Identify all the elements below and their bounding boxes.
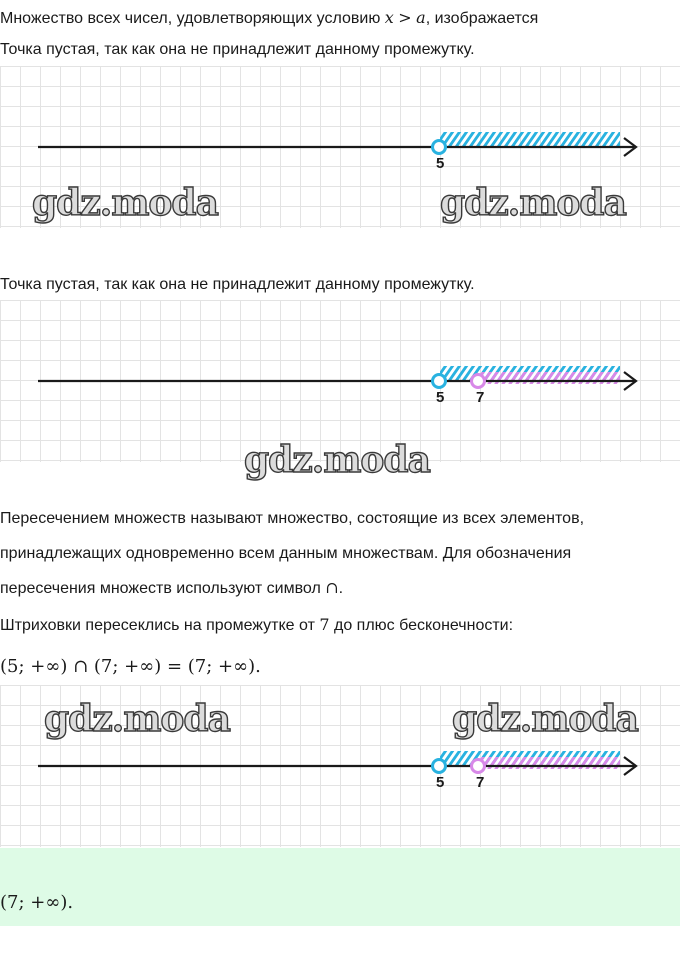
tick-label-7-d2: 7 (476, 389, 485, 406)
number-line-diagram-3 (0, 685, 680, 847)
open-point-7-d2 (472, 375, 485, 388)
tick-label-5-d3: 5 (436, 774, 445, 791)
intro-text-end: , изображается (425, 10, 539, 27)
number-line-diagram-2 (0, 300, 680, 481)
number-line-svg-2 (0, 300, 680, 462)
tick-label-5-d1: 5 (436, 155, 445, 172)
hatch-note-text-end: до плюс бесконечности: (329, 617, 514, 634)
open-point-5-d2 (433, 375, 446, 388)
note-empty-point-2: Точка пустая, так как она не принадлежит данному промежутку. (0, 276, 475, 293)
watermark-logo: gdz.moda (244, 439, 430, 481)
var-a: a (416, 8, 426, 27)
hatch-note-number: 7 (319, 615, 330, 634)
definition-line-1: Пересечением множеств называют множество, состоящие из всех элементов, (0, 510, 585, 527)
answer-text: (7; +∞). (0, 892, 74, 913)
watermark-logo: gdz.moda (440, 182, 626, 224)
greater-than-sign: > (398, 8, 412, 27)
note-empty-point-1: Точка пустая, так как она не принадлежит данному промежутку. (0, 41, 475, 58)
hatch-note-line (0, 614, 513, 637)
number-line-diagram-1 (0, 66, 680, 228)
intersection-equation: (5; +∞) ∩ (7; +∞) = (7; +∞). (0, 656, 261, 677)
hatch-blue-1 (440, 132, 620, 147)
hatch-note-text: Штриховки пересеклись на промежутке от (0, 617, 320, 634)
var-x: x (384, 8, 394, 27)
open-point-5-d1 (433, 141, 446, 154)
intro-line (0, 7, 538, 30)
watermark-logo: gdz.moda (452, 698, 638, 740)
definition-line-2: принадлежащих одновременно всем данным множествам. Для обозначения (0, 545, 572, 562)
tick-label-5-d2: 5 (436, 389, 445, 406)
watermark-logo: gdz.moda (44, 698, 230, 740)
open-point-5-d3 (433, 760, 446, 773)
open-point-7-d3 (472, 760, 485, 773)
hatch-violet-3 (478, 757, 620, 769)
definition-line-3-text: пересечения множеств используют символ (0, 580, 326, 597)
watermark-logo: gdz.moda (32, 182, 218, 224)
intro-text: Множество всех чисел, удовлетворяющих условию (0, 10, 385, 27)
hatch-violet-2 (478, 372, 620, 384)
intersection-symbol: ∩ (325, 578, 339, 597)
definition-line-3-end: . (338, 580, 344, 597)
definition-line-3 (0, 577, 343, 600)
tick-label-7-d3: 7 (476, 774, 485, 791)
answer-block (0, 848, 680, 926)
